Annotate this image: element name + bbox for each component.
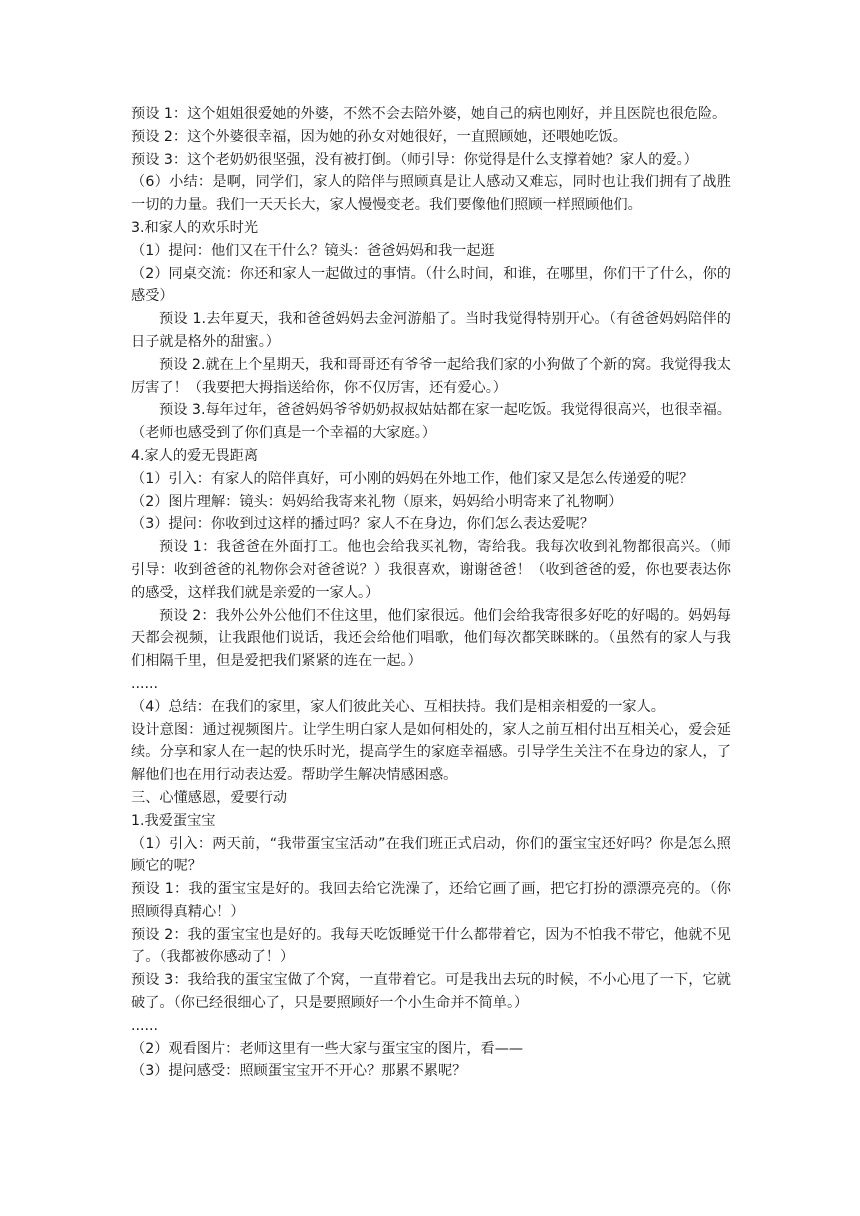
paragraph: 预设 1：这个姐姐很爱她的外婆，不然不会去陪外婆，她自己的病也刚好，并且医院也很危险。 [131,106,727,122]
paragraph: （2）同桌交流：你还和家人一起做过的事情。（什么时间，和谁，在哪里，你们干了什么，你的感受） [131,265,731,305]
paragraph: （1）引入：有家人的陪伴真好，可小刚的妈妈在外地工作，他们家又是怎么传递爱的呢？ [131,470,694,487]
paragraph: 预设 2：这个外婆很幸福，因为她的孙女对她很好，一直照顾她，还喂她吃饭。 [131,128,627,145]
paragraph: 预设 3.每年过年，爸爸妈妈爷爷奶奶叔叔姑姑都在家一起吃饭。我觉得很高兴，也很幸福。（老师也感受到了你们真是一个幸福的大家庭。） [131,402,731,442]
paragraph: 预设 2：我外公外公他们不住这里，他们家很远。他们会给我寄很多好吃的好喝的。妈妈每天都会视频，让我跟他们说话，我还会给他们唱歌，他们每次都笑眯眯的。（虽然有的家人与我们相隔千里，但是爱把我们紧紧的连在一起。） [131,607,731,670]
paragraph: （3）提问感受：照顾蛋宝宝开不开心？那累不累呢？ [131,1063,467,1080]
paragraph: 预设 1：我爸爸在外面打工。他也会给我买礼物，寄给我。我每次收到礼物都很高兴。（师引导：收到爸爸的礼物你会对爸爸说？）我很喜欢，谢谢爸爸！（收到爸爸的爱，你也要表达你的感受，这样我们就是亲爱的一家人。） [131,539,731,601]
paragraph: 预设 2.就在上个星期天，我和哥哥还有爷爷一起给我们家的小狗做了个新的窝。我觉得我太厉害了！（我要把大拇指送给你，你不仅厉害，还有爱心。） [131,356,731,396]
paragraph: 预设 2：我的蛋宝宝也是好的。我每天吃饭睡觉干什么都带着它，因为不怕我不带它，他就不见了。（我都被你感动了！） [131,926,731,966]
section-heading: 1.我爱蛋宝宝 [131,812,216,829]
paragraph: 预设 3：我给我的蛋宝宝做了个窝，一直带着它。可是我出去玩的时候，不小心甩了一下，它就破了。（你已经很细心了，只是要照顾好一个小生命并不简单。） [131,972,731,1012]
paragraph: （2）图片理解：镜头：妈妈给我寄来礼物（原来，妈妈给小明寄来了礼物啊） [131,493,623,510]
ellipsis: ...... [131,1017,159,1034]
paragraph: （6）小结：是啊，同学们，家人的陪伴与照顾真是让人感动又难忘，同时也让我们拥有了战胜一切的力量。我们一天天长大，家人慢慢变老。我们要像他们照顾一样照顾他们。 [131,174,731,214]
paragraph: （3）提问：你收到过这样的播过吗？家人不在身边，你们怎么表达爱呢？ [131,516,595,533]
section-heading: 4.家人的爱无畏距离 [131,447,259,464]
section-heading: 三、心懂感恩，爱要行动 [131,789,288,806]
paragraph: 预设 1：我的蛋宝宝是好的。我回去给它洗澡了，还给它画了画，把它打扮的漂漂亮亮的。（你照顾得真精心！） [131,881,731,920]
paragraph: 设计意图：通过视频图片。让学生明白家人是如何相处的，家人之前互相付出互相关心，爱会延续。分享和家人在一起的快乐时光，提高学生的家庭幸福感。引导学生关注不在身边的家人，了解他们也在用行动表达爱。帮助学生解决情感困惑。 [131,721,731,784]
section-heading: 3.和家人的欢乐时光 [131,219,259,236]
ellipsis: ...... [131,675,159,692]
paragraph: （1）提问：他们又在干什么？镜头：爸爸妈妈和我一起逛 [131,242,495,259]
paragraph: （4）总结：在我们的家里，家人们彼此关心、互相扶持。我们是相亲相爱的一家人。 [131,698,665,715]
document-page [131,103,731,1083]
paragraph: （2）观看图片：老师这里有一些大家与蛋宝宝的图片，看—— [131,1040,524,1057]
paragraph: 预设 1.去年夏天，我和爸爸妈妈去金河游船了。当时我觉得特别开心。（有爸爸妈妈陪伴的日子就是格外的甜蜜。） [131,311,731,350]
paragraph: （1）引入：两天前，“我带蛋宝宝活动”在我们班正式启动，你们的蛋宝宝还好吗？你是怎么照顾它的呢？ [131,835,731,875]
paragraph: 预设 3：这个老奶奶很坚强，没有被打倒。（师引导：你觉得是什么支撑着她？家人的爱。） [131,151,698,168]
